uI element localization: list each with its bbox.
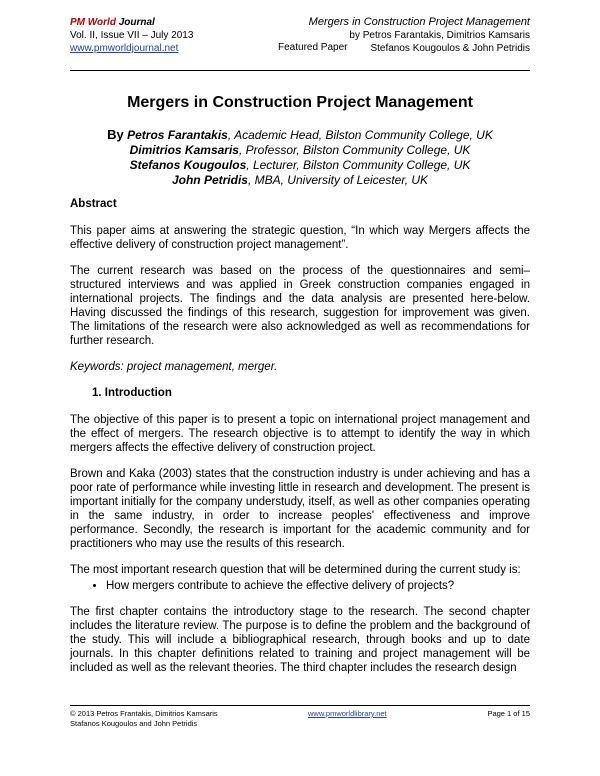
author-name: John Petridis <box>171 173 248 187</box>
journal-website-link[interactable]: www.pmworldjournal.net <box>70 43 179 54</box>
author-name: Dimitrios Kamsaris <box>129 143 239 157</box>
list-item: • How mergers contribute to achieve the effective delivery of projects? <box>106 579 530 593</box>
author-name: Petros Farantakis <box>127 128 228 142</box>
author-line <box>0 173 600 188</box>
author-affiliation: , Professor, Bilston Community College, UK <box>238 143 471 157</box>
body-paragraph: The most important research question that will be determined during the current study is: <box>70 564 521 576</box>
journal-header <box>70 16 193 55</box>
header-article-title: Mergers in Construction Project Management <box>308 16 530 28</box>
journal-name: PM World Journal <box>70 17 155 28</box>
author-line <box>0 158 600 173</box>
abstract-paragraph: This paper aims at answering the strategic question, “In which way Mergers affects the effective delivery of construction project management”. <box>70 225 530 251</box>
author-name: Stefanos Kougoulos <box>129 158 247 172</box>
footer-divider <box>70 705 530 706</box>
author-line <box>0 143 600 158</box>
header-divider <box>70 70 530 71</box>
abstract-heading: Abstract <box>70 198 117 210</box>
issue-info: Vol. II, Issue VII – July 2013 <box>70 30 194 41</box>
author-affiliation: , Lecturer, Bilston Community College, UK <box>246 158 471 172</box>
body-paragraph: The objective of this paper is to present a topic on international project management and the effect of mergers. The research objective is to attempt to identify the way in which mergers affects the effective delivery of construction project. <box>70 414 530 454</box>
body-paragraph: The first chapter contains the introductory stage to the research. The second chapter includes the literature review. The purpose is to define the problem and the background of the study. This will include a bibliographical research, through books and up to date journals. In this chapter definitions related to training and project management will be included as well as the relevant theories. The third chapter includes the research design <box>70 606 530 674</box>
author-line: By Petros Farantakis, Academic Head, Bilston Community College, UK <box>107 127 493 142</box>
paper-type: Featured Paper <box>278 42 348 53</box>
keywords: Keywords: project management, merger. <box>70 361 278 373</box>
footer-copyright: © 2013 Petros Frantakis, Dimitrios Kamsaris Stafanos Kougoulos and John Petridis <box>70 709 218 728</box>
body-paragraph: Brown and Kaka (2003) states that the construction industry is under achieving and has a poor rate of performance while investing little in research and development. The present is important initially for the company understudy, itself, as well as other companies operating in the same industry, in order to increase peoples' effectiveness and improve performance. Secondly, the research is important for the academic community and for practitioners who may use the results of this research. <box>70 468 530 550</box>
library-link[interactable]: www.pmworldlibrary.net <box>308 709 387 718</box>
author-list <box>0 127 600 188</box>
header-authors-line1: by Petros Farantakis, Dimitrios Kamsaris <box>349 30 530 41</box>
author-affiliation: , Academic Head, Bilston Community College, UK <box>227 128 493 142</box>
bullet-list <box>70 579 530 593</box>
author-affiliation: , MBA, University of Leicester, UK <box>247 173 429 187</box>
paper-body <box>70 197 530 687</box>
header-authors-line2: Stefanos Kougoulos & John Petridis <box>370 43 530 54</box>
abstract-paragraph: The current research was based on the process of the questionnaires and semi–structured interviews and was applied in Greek construction companies engaged in international projects. The findings and the data analysis are presented here-below. Having discussed the findings of this research, suggestion for improvement was given. The limitations of the research were also acknowledged as well as recommendations for further research. <box>70 265 530 347</box>
section-heading: 1. Introduction <box>92 387 172 399</box>
paper-title: Mergers in Construction Project Management <box>127 94 473 111</box>
footer-library <box>308 709 387 719</box>
page-number: Page 1 of 15 <box>487 709 530 718</box>
